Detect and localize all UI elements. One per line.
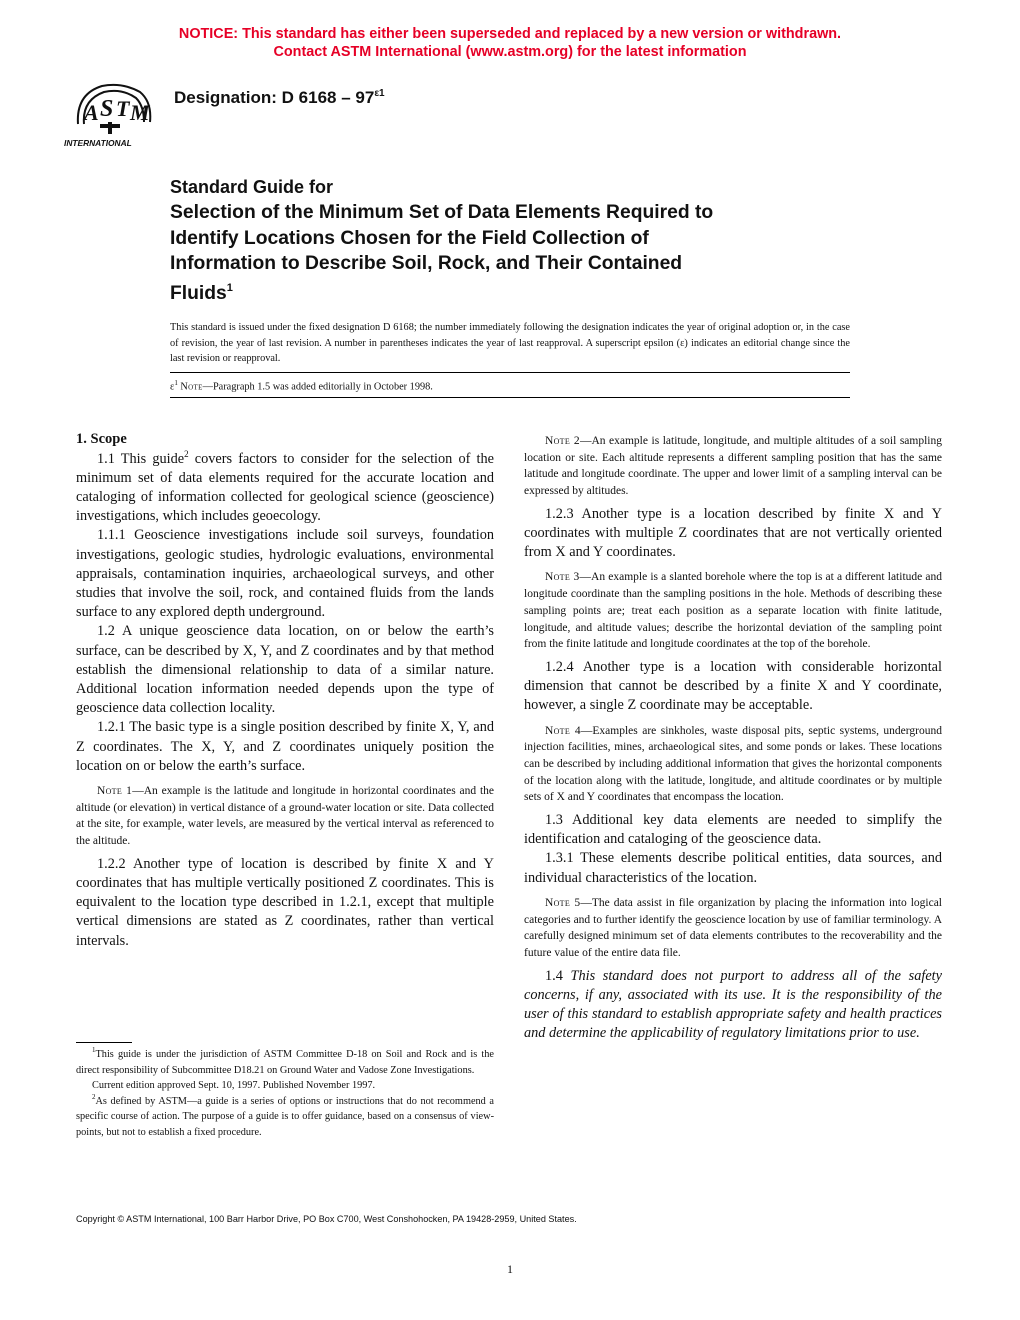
note-label: Note — [180, 381, 203, 393]
title-line-1: Selection of the Minimum Set of Data Elements Required to — [170, 202, 714, 224]
issuance-statement: This standard is issued under the fixed designation D 6168; the number immediately following the designation indicates the year of original adoption or, in the case of revision, the year of last revision. A number in parentheses indicates the year of last reapproval. A superscript epsilon (ε) indicates an editorial change since the last revision or reapproval. — [170, 322, 850, 365]
title-footnote-ref: 1 — [226, 282, 233, 295]
divider — [170, 372, 850, 373]
title-kicker: Standard Guide for — [170, 177, 334, 197]
svg-text:S: S — [100, 96, 114, 122]
paragraph-1-4 — [524, 967, 942, 1044]
paragraph-1-2-2: 1.2.2 Another type of location is described by finite X and Y coordinates that has multiple vertically positioned Z coordinates. This is equivalent to the location type described in 1.2.1, except that multiple vertical dimensions are stated as Z coordinates, rather than vertical intervals. — [76, 855, 494, 949]
page-number: 1 — [507, 1262, 513, 1276]
footnote-1-ref: 1 — [92, 1046, 96, 1054]
note-5 — [524, 895, 942, 962]
paragraph-1-2-3: 1.2.3 Another type is a location described by finite X and Y coordinates with multiple Z coordinates that are not vertically oriented from X and Y coordinates. — [524, 505, 942, 561]
title-line-2: Identify Locations Chosen for the Field Collection of — [170, 227, 649, 249]
copyright: Copyright © ASTM International, 100 Barr Harbor Drive, PO Box C700, West Conshohocken, PA 19428-2959, United States. — [76, 1214, 577, 1224]
logo-caption: INTERNATIONAL — [64, 138, 132, 148]
footnote-1 — [76, 1047, 494, 1078]
footnote-divider — [76, 1042, 132, 1043]
note-2-label: Note 2 — [545, 435, 580, 447]
footnote-2 — [76, 1094, 494, 1141]
paragraph-1-3: 1.3 Additional key data elements are needed to simplify the identification and cataloging of the geoscience data. — [524, 812, 942, 848]
footnote-2-text: As defined by ASTM—a guide is a series of options or instructions that do not recommend a specific course of action. The purpose of a guide is to offer guidance, based on a consensus of view-points, but not to establish a fixed procedure. — [76, 1095, 494, 1138]
p1-1-text-a: 1.1 This guide — [97, 450, 185, 467]
note-4 — [524, 723, 942, 807]
p1-4-text: This standard does not purport to address all of the safety concerns, if any, associated with its use. It is the responsibility of the user of this standard to establish appropriate safety and health practices and determine the applicability of regulatory limitations prior to use. — [524, 967, 942, 1042]
p1-4-number: 1.4 — [545, 967, 571, 984]
p1-1-text-b: covers factors to consider for the selection of the minimum set of data elements required for the accurate location and cataloging of information collected for geological science (geoscience) investigations, which includes geoecology. — [76, 450, 494, 525]
astm-logo-icon — [64, 78, 162, 150]
editorial-note-text: —Paragraph 1.5 was added editorially in October 1998. — [202, 381, 433, 393]
paragraph-1-2: 1.2 A unique geoscience data location, on or below the earth’s surface, can be described by X, Y, and Z coordinates and by that method establish the dimensional relationship to data of a similar nature. Additional location information needed depends upon the type of geoscience data collection locality. — [76, 623, 494, 717]
editorial-note — [170, 379, 433, 392]
footnote-1-text: This guide is under the jurisdiction of ASTM Committee D-18 on Soil and Rock and is the direct responsibility of Subcommittee D18.21 on Ground Water and Vadose Zone Investigations. — [76, 1049, 494, 1076]
document-title — [170, 175, 870, 306]
note-3-text: —An example is a slanted borehole where the top is at a different latitude and longitude coordinate than the sampling positions in the hole. Methods of describing these sampling points are; treat each position as a separate location with finite latitude, longitude, and altitude values; describe the horizontal deviation of the sampling point from the finite latitude and longitude coordinates at the top of the borehole. — [524, 571, 942, 651]
right-column — [524, 433, 942, 1044]
note-3-label: Note 3 — [545, 571, 580, 584]
svg-text:A: A — [84, 100, 99, 125]
paragraph-1-2-4: 1.2.4 Another type is a location with considerable horizontal dimension that cannot be described by a finite X and Y coordinate, however, a single Z coordinate may be acceptable. — [524, 658, 942, 714]
footnote-2-ref: 2 — [92, 1092, 96, 1101]
paragraph-1-1-1: 1.1.1 Geoscience investigations include soil surveys, foundation investigations, geologic studies, hydrologic evaluations, environmental appraisals, contamination inquiries, archaeological surveys, and other studies that involve the soil, rock, and contained fluids from the lands surface to any explored depth underground. — [76, 527, 494, 621]
paragraph-1-2-1: 1.2.1 The basic type is a single position described by finite X, Y, and Z coordinates. The X, Y, and Z coordinates uniquely position the location on or below the earth’s surface. — [76, 719, 494, 774]
svg-text:T: T — [116, 96, 130, 121]
paragraph-1-3-1: 1.3.1 These elements describe political entities, data sources, and individual characteristics of the location. — [524, 850, 942, 886]
designation-superscript: ε1 — [374, 88, 385, 99]
section-heading-scope: 1. Scope — [76, 431, 127, 447]
note-5-text: —The data assist in file organization by placing the information into logical categories and to further identify the geoscience location by use of familiar terminology. A carefully designed minimum set of data elements contributes to the recoverability and the future value of the entire data file. — [524, 896, 942, 959]
withdrawn-notice — [0, 25, 1020, 61]
note-1 — [76, 783, 494, 850]
note-2-text: —An example is latitude, longitude, and multiple altitudes of a soil sampling location or site. Each altitude represents a different sampling position that has the same latitude and longitude coordinate. The upper and lower limit of a sampling interval can be expressed by altitudes. — [524, 435, 942, 498]
notice-line-1: NOTICE: This standard has either been superseded and replaced by a new version or withdrawn. — [178, 26, 842, 42]
svg-text:M: M — [130, 100, 150, 125]
designation — [174, 88, 385, 108]
left-column — [76, 430, 494, 951]
note-4-text: —Examples are sinkholes, waste disposal pits, septic systems, underground injection facilities, mines, archaeological sites, and some ponds or lakes. These locations can be described by including additional information that gives the horizontal components of the location along with the latitude, longitude, and altitude coordinates or by multiple sets of X and Y coordinates that encompass the location. — [524, 724, 942, 804]
epsilon-symbol: ε — [170, 381, 175, 393]
note-2 — [524, 433, 942, 500]
note-4-label: Note 4 — [545, 724, 581, 737]
note-5-label: Note 5 — [545, 896, 581, 909]
note-1-text: —An example is the latitude and longitude in horizontal coordinates and the altitude (or elevation) in vertical distance of a ground-water location or site. Data collected at the site, for example, water levels, are measured by the vertical interval as referenced to the altitude. — [76, 784, 495, 848]
paragraph-1-1 — [76, 450, 494, 527]
footnote-ref-2: 2 — [184, 448, 189, 459]
title-line-3: Information to Describe Soil, Rock, and Their Contained — [170, 252, 683, 274]
epsilon-sup: 1 — [174, 379, 178, 387]
footnotes — [76, 1047, 494, 1141]
designation-label: Designation: D 6168 – 97 — [174, 88, 375, 107]
footnote-1-current: Current edition approved Sept. 10, 1997. Published November 1997. — [92, 1080, 376, 1092]
divider — [170, 397, 850, 398]
notice-line-2: Contact ASTM International (www.astm.org) for the latest information — [273, 44, 747, 60]
title-line-4: Fluids — [170, 283, 227, 305]
note-1-label: Note 1 — [97, 784, 133, 797]
note-3 — [524, 569, 942, 653]
